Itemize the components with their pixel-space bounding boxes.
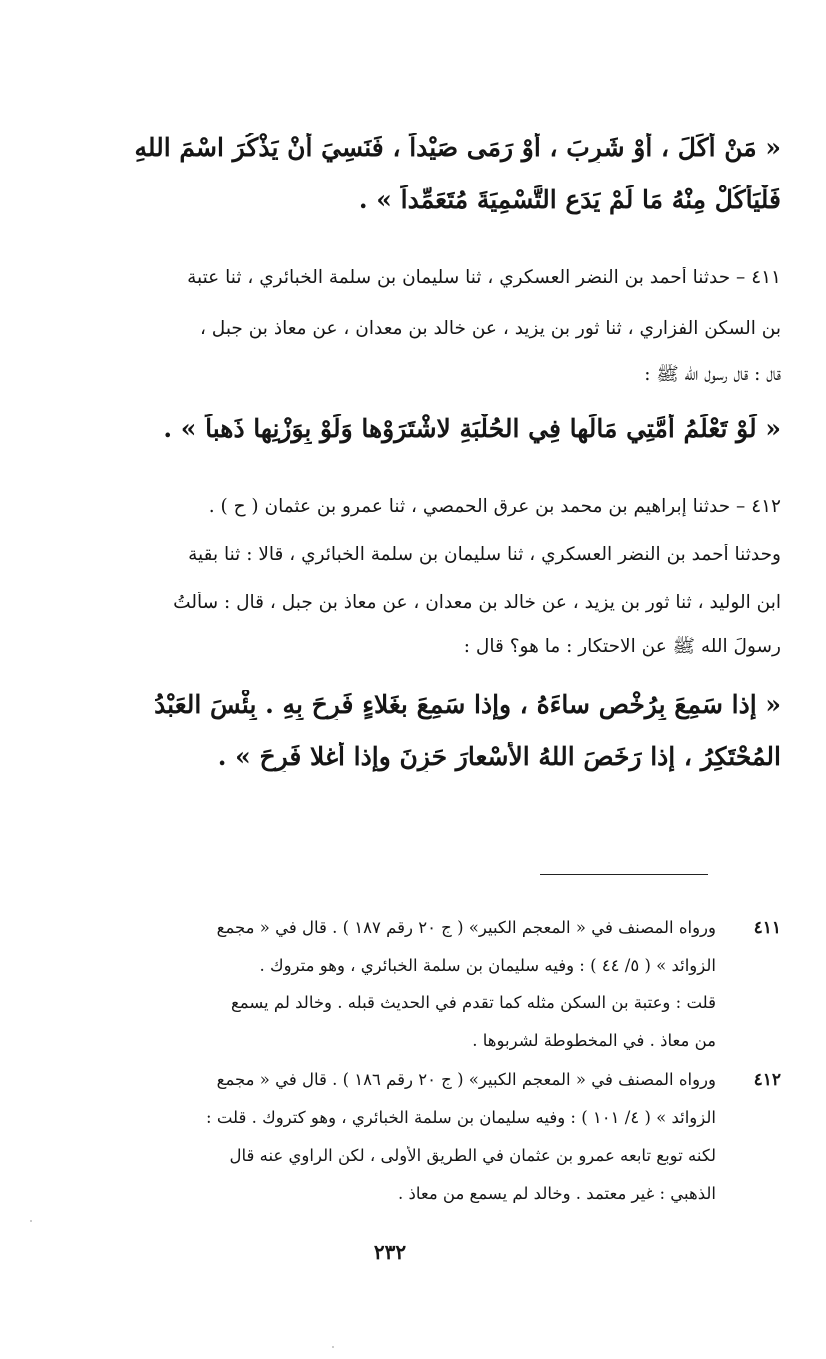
hadith-411-isnad-line-2: بن السكن الفزاري ، ثنا ثور بن يزيد ، عن خالد بن معدان ، عن معاذ بن جبل ، [199, 318, 781, 339]
footnote-412-number: ٤١٢ [753, 1070, 781, 1090]
hadith-412-isnad-line-3: ابن الوليد ، ثنا ثور بن يزيد ، عن خالد بن معدان ، عن معاذ بن جبل ، قال : سألتُ [173, 592, 781, 613]
footnote-411-number: ٤١١ [753, 918, 781, 938]
hadith-410-matn-line-1: « مَنْ أَكَلَ ، أَوْ شَرِبَ ، أَوْ رَمَى صَيْداً ، فَنَسِيَ أَنْ يَذْكُرَ اسْمَ اللهِ [134, 133, 781, 162]
footnote-411-line-3: قلت : وعتبة بن السكن مثله كما تقدم في الحديث قبله . وخالد لم يسمع [231, 993, 716, 1012]
hadith-411-isnad-line-3: قال : قال رسول الله ﷺ : [644, 364, 781, 385]
hadith-412-isnad-line-1: ٤١٢ – حدثنا إبراهيم بن محمد بن عرق الحمصي ، ثنا عمرو بن عثمان ( ح ) . [208, 496, 781, 517]
page-number: ٢٣٢ [373, 1240, 407, 1264]
scan-speck [332, 1346, 334, 1348]
footnote-411-line-2: الزوائد » ( ٥/ ٤٤ ) : وفيه سليمان بن سلمة الخبائري ، وهو متروك . [259, 956, 716, 975]
hadith-412-isnad-line-2: وحدثنا أحمد بن النضر العسكري ، ثنا سليمان بن سلمة الخبائري ، قالا : ثنا بقية [188, 544, 781, 565]
hadith-412-matn-line-2: المُحْتَكِرُ ، إذا رَخَصَ اللهُ الأَسْعارَ حَزِنَ وإذا أَغلا فَرِحَ » . [217, 742, 781, 771]
footnote-412-line-3: لكنه توبع تابعه عمرو بن عثمان في الطريق الأولى ، لكن الراوي عنه قال [229, 1146, 716, 1165]
hadith-412-matn-line-1: « إذا سَمِعَ بِرُخْصٍ ساءَهُ ، وإذا سَمِعَ بغَلاءٍ فَرِحَ بِهِ . بِئْسَ العَبْدُ [154, 690, 781, 719]
footnote-separator [540, 874, 708, 875]
footnote-412-line-4: الذهبي : غير معتمد . وخالد لم يسمع من معاذ . [398, 1184, 716, 1203]
hadith-410-matn-line-2: فَلْيَأْكُلْ مِنْهُ مَا لَمْ يَدَعِ التَّسْمِيَةَ مُتَعَمِّداً » . [358, 185, 781, 214]
hadith-411-matn: « لَوْ تَعْلَمُ أُمَّتِي مَالَها فِي الحُلْبَةِ لاشْتَرَوْها وَلَوْ بِوَزْنِها ذَهباً » . [163, 414, 781, 443]
footnote-411-line-1: ورواه المصنف في « المعجم الكبير» ( ج ٢٠ رقم ١٨٧ ) . قال في « مجمع [216, 918, 716, 937]
footnote-411-line-4: من معاذ . في المخطوطة لشربوها . [472, 1031, 716, 1050]
hadith-411-isnad-line-1: ٤١١ – حدثنا أحمد بن النضر العسكري ، ثنا سليمان بن سلمة الخبائري ، ثنا عتبة [187, 267, 781, 288]
scan-speck [30, 1220, 32, 1222]
footnote-412-line-1: ورواه المصنف في « المعجم الكبير» ( ج ٢٠ رقم ١٨٦ ) . قال في « مجمع [216, 1070, 716, 1089]
hadith-412-isnad-line-4: رسولَ الله ﷺ عن الاحتكار : ما هو؟ قال : [463, 636, 781, 657]
footnote-412-line-2: الزوائد » ( ٤/ ١٠١ ) : وفيه سليمان بن سلمة الخبائري ، وهو كتروك . قلت : [206, 1108, 716, 1127]
